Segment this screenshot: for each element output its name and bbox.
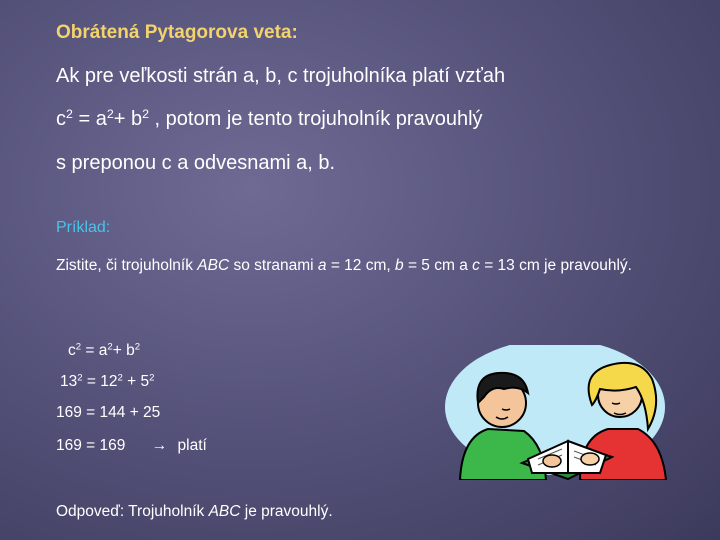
eq1-a-exp: 2 xyxy=(107,341,113,353)
task-text-1: Zistite, či trojuholník xyxy=(56,257,198,274)
slide-title: Obrátená Pytagorova veta: xyxy=(56,22,298,43)
example-task xyxy=(56,253,656,278)
arrow-right-icon: → xyxy=(151,437,168,454)
task-c: c xyxy=(472,257,480,274)
equation-2 xyxy=(60,373,154,391)
task-abc: ABC xyxy=(197,257,230,274)
equation-1 xyxy=(68,342,140,360)
theorem-line-2-rest: , potom je tento trojuholník pravouhlý xyxy=(149,108,483,130)
children-reading-illustration xyxy=(440,345,690,480)
answer-text-1: Odpoveď: Trojuholník xyxy=(56,503,209,520)
task-text-5: = 13 cm je pravouhlý. xyxy=(479,257,632,274)
eq4-result: platí xyxy=(177,437,207,454)
eq1-c: c xyxy=(68,342,76,359)
task-text-4: = 5 cm a xyxy=(403,257,473,274)
eq1-b-exp: 2 xyxy=(134,341,141,353)
answer-abc: ABC xyxy=(208,503,241,520)
answer xyxy=(56,503,333,521)
theorem-line-1: Ak pre veľkosti strán a, b, c trojuholníka platí vzťah xyxy=(56,65,506,87)
task-text-2: so stranami xyxy=(229,257,318,274)
girl-hand xyxy=(581,453,599,465)
eq-a: = a xyxy=(72,108,107,130)
eq-c-exp: 2 xyxy=(66,107,73,122)
equation-3: 169 = 144 + 25 xyxy=(56,404,161,421)
eq-b: + b xyxy=(113,108,143,130)
example-label: Príklad: xyxy=(56,219,111,236)
task-text-3: = 12 cm, xyxy=(326,257,396,274)
eq2-p2: = 12 xyxy=(82,373,118,390)
eq-a-exp: 2 xyxy=(106,107,114,122)
task-a: a xyxy=(317,257,327,274)
eq-c: c xyxy=(56,108,66,130)
eq1-mid: = a xyxy=(81,342,108,359)
boy-hand xyxy=(543,455,561,467)
eq2-p3: + 5 xyxy=(122,373,150,390)
eq2-e1: 2 xyxy=(77,372,83,384)
task-b: b xyxy=(395,257,404,274)
eq1-plus: + b xyxy=(112,342,135,359)
answer-text-2: je pravouhlý. xyxy=(240,503,333,520)
eq4-left: 169 = 169 xyxy=(56,437,126,454)
eq2-p1: 13 xyxy=(60,373,78,390)
theorem-line-2 xyxy=(56,108,483,131)
eq2-e2: 2 xyxy=(117,372,123,384)
theorem-line-3: s preponou c a odvesnami a, b. xyxy=(56,152,336,174)
eq-b-exp: 2 xyxy=(142,107,149,122)
eq1-c-exp: 2 xyxy=(75,341,82,353)
eq2-e3: 2 xyxy=(149,372,155,384)
equation-4 xyxy=(56,437,207,455)
